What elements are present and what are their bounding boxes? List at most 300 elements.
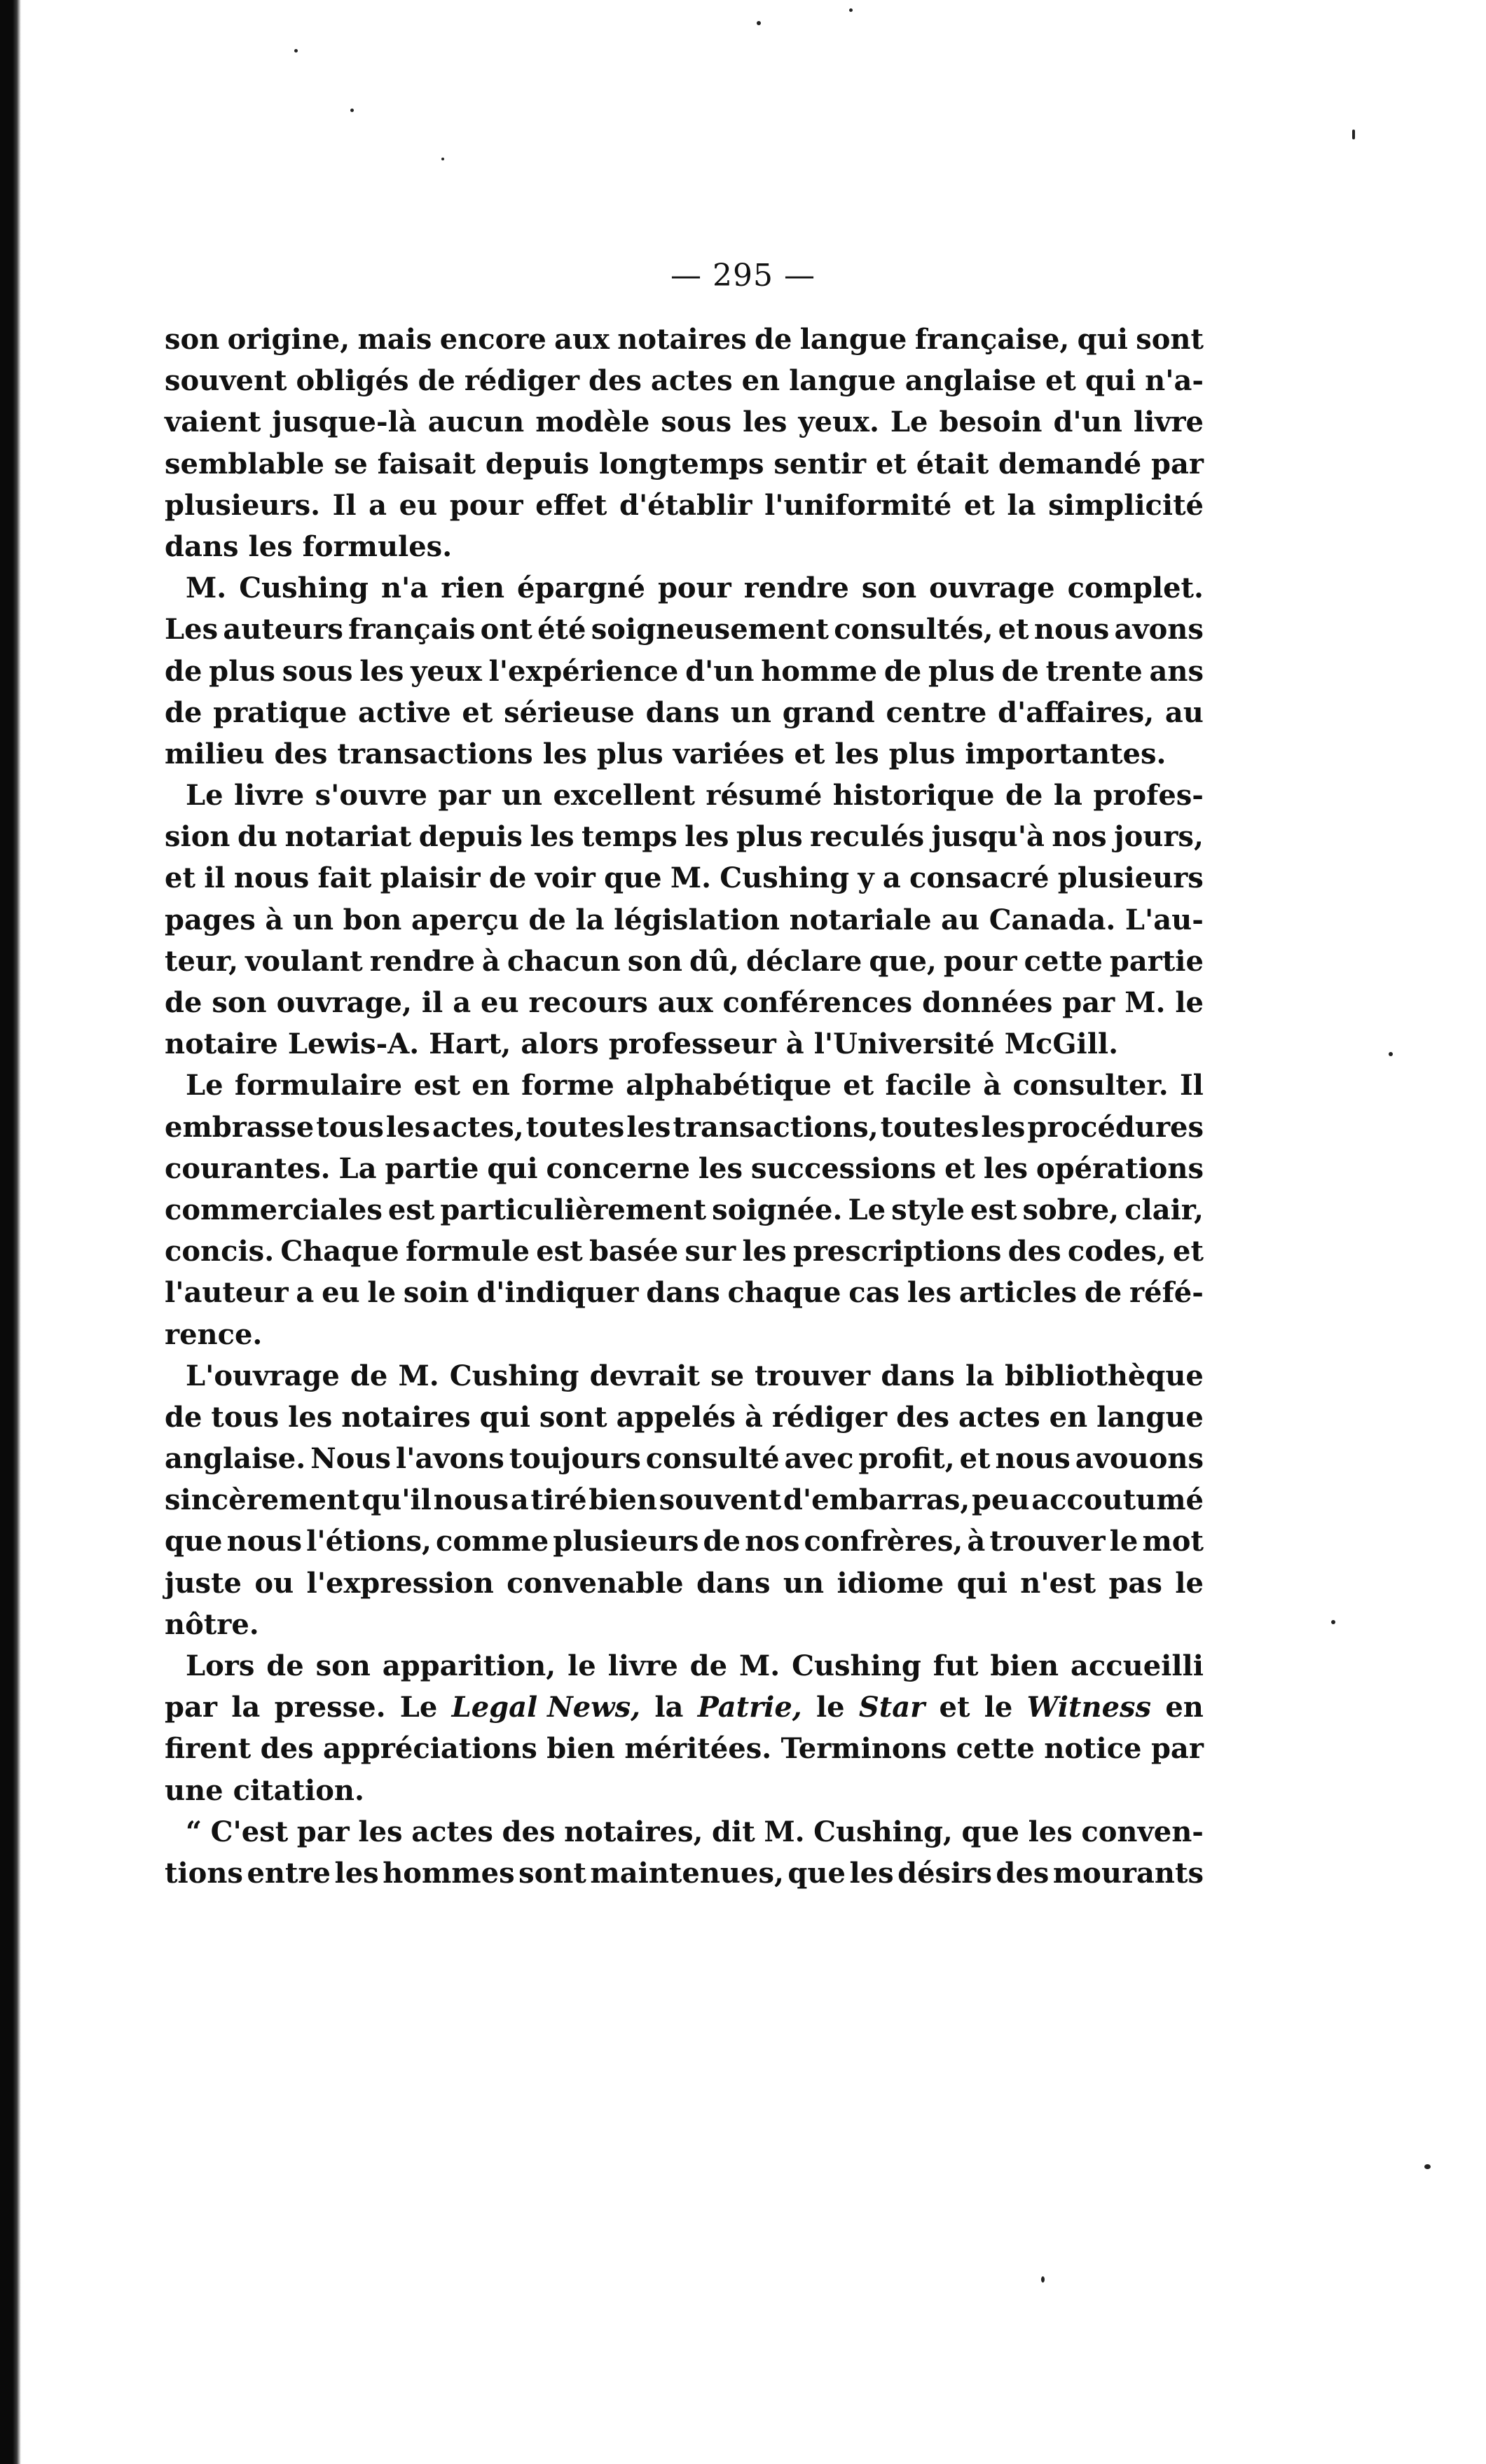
word: que, <box>869 944 937 978</box>
word: style <box>891 1193 965 1226</box>
text-line <box>165 982 1204 1023</box>
word: la <box>1007 488 1036 522</box>
word: actes, <box>432 1110 524 1144</box>
word: français <box>348 613 476 646</box>
word: du <box>237 820 277 854</box>
word: convenable <box>507 1566 684 1600</box>
word: et <box>165 861 195 895</box>
word: trouver <box>755 1359 871 1392</box>
word: le <box>1175 986 1204 1019</box>
word: une <box>165 1773 223 1807</box>
word: les <box>743 406 787 439</box>
word: les <box>1028 1815 1073 1848</box>
word: chacun <box>507 944 621 978</box>
text-line <box>165 733 1204 775</box>
word: de <box>488 861 527 895</box>
word: variées <box>673 737 785 770</box>
word: formulaire <box>234 1069 403 1102</box>
word: nos <box>745 1525 800 1558</box>
word: des <box>502 1815 556 1848</box>
word: bien <box>546 1732 615 1766</box>
paper-speck <box>1041 2276 1045 2283</box>
word: partie <box>385 1151 479 1185</box>
word: le <box>567 1649 596 1682</box>
word: M. <box>186 572 227 605</box>
word: la <box>965 1359 995 1392</box>
word: Terminons <box>780 1732 947 1766</box>
word: des <box>1007 1235 1061 1268</box>
word: ont <box>480 613 532 646</box>
word: par <box>1062 986 1115 1019</box>
word: dans <box>646 1276 720 1310</box>
word: été <box>537 613 586 646</box>
word: plusieurs. <box>165 488 321 522</box>
word: s'ouvre <box>315 779 427 812</box>
word: les <box>698 1151 743 1185</box>
text-line <box>165 1770 1204 1811</box>
word: dans <box>165 530 239 563</box>
word: alors <box>521 1027 599 1061</box>
page-number: — 295 — <box>670 258 816 293</box>
word: Nous <box>310 1442 391 1476</box>
word: eu <box>481 986 519 1019</box>
word: par <box>1151 447 1204 480</box>
word: bien <box>990 1649 1059 1682</box>
word: jours, <box>1114 820 1204 854</box>
word: origine, <box>227 323 350 356</box>
word: la <box>1053 779 1082 812</box>
word: l'avons <box>395 1442 504 1476</box>
word: reculés <box>810 820 925 854</box>
word: l'expérience <box>488 654 679 688</box>
word: y <box>858 861 874 895</box>
text-line <box>165 1023 1204 1065</box>
text-line <box>165 1148 1204 1189</box>
word: plus <box>596 737 663 770</box>
word: embrasse <box>165 1110 315 1144</box>
word: et <box>1173 1235 1204 1268</box>
word: entre <box>247 1856 331 1890</box>
word: eu <box>322 1276 360 1310</box>
word: les <box>849 1856 894 1890</box>
paper-speck <box>350 109 354 112</box>
word: d'indiquer <box>476 1276 639 1310</box>
word: successions <box>750 1151 937 1185</box>
text-line <box>165 816 1204 857</box>
word: souvent <box>659 1483 782 1517</box>
word: Patrie, <box>697 1691 802 1724</box>
text-line <box>165 1563 1204 1604</box>
word: aux <box>657 986 713 1019</box>
text-line <box>165 526 1204 567</box>
text-line <box>165 1687 1204 1728</box>
text-line <box>165 1231 1204 1272</box>
word: les <box>358 1815 403 1848</box>
word: concerne <box>546 1151 690 1185</box>
word: l'Université <box>813 1027 995 1061</box>
word: dû, <box>689 944 739 978</box>
text-line <box>165 401 1204 443</box>
paper-speck <box>849 8 853 12</box>
word: les <box>542 737 587 770</box>
word: et <box>794 737 825 770</box>
word: les <box>385 1110 431 1144</box>
word: Lors <box>186 1649 255 1682</box>
body-text <box>165 319 1204 1894</box>
word: rédiger <box>771 1400 888 1434</box>
text-line <box>165 443 1204 485</box>
paper-speck <box>294 49 298 53</box>
word: commerciales <box>165 1193 383 1226</box>
paper-speck <box>1389 1052 1393 1056</box>
word: trente <box>1045 654 1143 688</box>
word: Le <box>186 1069 223 1102</box>
word: fut <box>933 1649 979 1682</box>
word: excellent <box>553 779 695 812</box>
word: bien <box>589 1483 657 1517</box>
word: ouvrage <box>929 572 1055 605</box>
word: à <box>983 1069 1002 1102</box>
word: a <box>882 861 901 895</box>
word: méritées. <box>624 1732 772 1766</box>
word: formules. <box>302 530 453 563</box>
word: de <box>165 1400 202 1434</box>
word: concis. <box>165 1235 275 1268</box>
word: sous <box>282 654 353 688</box>
word: soignée. <box>712 1193 843 1226</box>
word: depuis <box>418 820 523 854</box>
word: ans <box>1149 654 1204 688</box>
word: apparition, <box>382 1649 556 1682</box>
text-line <box>165 485 1204 526</box>
word: Cushing <box>720 861 850 895</box>
word: nous <box>433 1483 509 1517</box>
word: ouvrage, <box>276 986 412 1019</box>
word: les <box>288 1400 333 1434</box>
paper-speck <box>1424 2164 1431 2169</box>
word: langue <box>799 323 907 356</box>
word: la <box>575 903 605 936</box>
word: centre <box>886 695 987 729</box>
word: les <box>626 1110 671 1144</box>
word: conven- <box>1081 1815 1204 1848</box>
word: se <box>333 447 368 480</box>
word: maintenues, <box>590 1856 784 1890</box>
text-line <box>165 651 1204 692</box>
word: jusqu'à <box>931 820 1045 854</box>
word: le <box>367 1276 397 1310</box>
word: notaires <box>341 1400 471 1434</box>
word: anglaise <box>904 364 1037 398</box>
word: en <box>1049 1400 1088 1434</box>
word: transactions <box>337 737 533 770</box>
word: fait <box>317 861 372 895</box>
word: C'est <box>210 1815 289 1848</box>
word: de <box>165 986 202 1019</box>
word: M. <box>1124 986 1166 1019</box>
word: notariat <box>284 820 412 854</box>
word: pour <box>943 944 1017 978</box>
word: rendre <box>369 944 475 978</box>
word: nous <box>995 1442 1071 1476</box>
word: McGill. <box>1004 1027 1119 1061</box>
word: de <box>418 364 455 398</box>
word: formule <box>405 1235 530 1268</box>
word: son <box>315 1649 371 1682</box>
word: sont <box>518 1856 586 1890</box>
word: était <box>916 447 989 480</box>
paper-speck <box>757 21 761 25</box>
word: rédiger <box>464 364 580 398</box>
word: de <box>883 654 922 688</box>
text-line <box>165 1397 1204 1438</box>
word: l'expression <box>306 1566 494 1600</box>
word: données <box>922 986 1053 1019</box>
text-line <box>165 899 1204 941</box>
word: Il <box>332 488 357 522</box>
word: Cushing <box>792 1649 921 1682</box>
text-line <box>165 1355 1204 1397</box>
word: est <box>387 1193 435 1226</box>
word: son <box>212 986 267 1019</box>
word: plus <box>888 737 956 770</box>
word: de <box>1001 654 1039 688</box>
word: et <box>963 488 995 522</box>
word: appelés <box>616 1400 736 1434</box>
word: n'a <box>380 572 429 605</box>
word: toutes <box>880 1110 979 1144</box>
word: que <box>165 1525 223 1558</box>
word: son <box>861 572 917 605</box>
word: faisait <box>377 447 476 480</box>
word: qui <box>487 1151 538 1185</box>
word: livre <box>234 779 305 812</box>
word: vaient <box>165 406 261 439</box>
word: aperçu <box>411 903 519 936</box>
word: historique <box>832 779 995 812</box>
word: sous <box>661 406 732 439</box>
word: Le <box>186 779 223 812</box>
word: réfé- <box>1129 1276 1204 1310</box>
word: d'un <box>1053 406 1122 439</box>
word: plus <box>736 820 803 854</box>
word: Le <box>848 1193 886 1226</box>
word: des <box>274 737 328 770</box>
word: par <box>296 1815 350 1848</box>
text-line <box>165 692 1204 733</box>
text-line <box>165 319 1204 360</box>
word: Chaque <box>280 1235 399 1268</box>
word: que <box>604 861 662 895</box>
word: yeux. <box>798 406 879 439</box>
word: chaque <box>727 1276 841 1310</box>
word: sont <box>539 1400 607 1434</box>
paper-speck <box>441 158 444 160</box>
word: complet. <box>1067 572 1204 605</box>
word: recours <box>528 986 648 1019</box>
word: toujours <box>509 1442 641 1476</box>
word: des <box>996 1856 1050 1890</box>
word: de <box>689 1649 728 1682</box>
word: consacré <box>909 861 1050 895</box>
word: que <box>961 1815 1019 1848</box>
word: à <box>265 903 284 936</box>
word: et <box>1045 364 1076 398</box>
word: mais <box>357 323 432 356</box>
word: modèle <box>535 406 650 439</box>
word: de <box>1005 779 1043 812</box>
word: est <box>413 1069 460 1102</box>
word: actes <box>411 1815 493 1848</box>
word: jusque-là <box>272 406 417 439</box>
word: conférences <box>722 986 913 1019</box>
word: au <box>1164 695 1204 729</box>
word: que <box>787 1856 846 1890</box>
word: d'établir <box>619 488 752 522</box>
text-line <box>165 1272 1204 1313</box>
word: tous <box>211 1400 280 1434</box>
word: française, <box>914 323 1070 356</box>
text-line <box>165 1604 1204 1645</box>
text-line <box>165 1107 1204 1148</box>
word: des <box>589 364 642 398</box>
word: plus <box>928 654 995 688</box>
word: sur <box>684 1235 736 1268</box>
word: de <box>1084 1276 1122 1310</box>
word: cette <box>956 1732 1035 1766</box>
word: idiome <box>837 1566 944 1600</box>
word: L'au- <box>1124 903 1204 936</box>
word: consulter. <box>1012 1069 1169 1102</box>
word: de <box>350 1359 388 1392</box>
text-line <box>165 1479 1204 1521</box>
word: sincèrement <box>165 1483 360 1517</box>
text-line <box>165 1645 1204 1687</box>
word: professeur <box>608 1027 776 1061</box>
word: Les <box>165 613 219 646</box>
word: déclare <box>745 944 862 978</box>
word: et <box>944 1151 975 1185</box>
word: et <box>843 1069 874 1102</box>
word: transactions, <box>673 1110 879 1144</box>
word: à <box>481 944 500 978</box>
text-line <box>165 1728 1204 1769</box>
word: profes- <box>1093 779 1204 812</box>
word: rien <box>441 572 505 605</box>
word: Witness <box>1026 1691 1152 1724</box>
word: notariale <box>789 903 932 936</box>
text-line <box>165 1853 1204 1894</box>
word: Cushing <box>449 1359 579 1392</box>
word: cas <box>848 1276 900 1310</box>
word: notaires, <box>564 1815 703 1848</box>
word: avons <box>1114 613 1204 646</box>
word: dans <box>881 1359 955 1392</box>
word: encore <box>439 323 546 356</box>
text-line <box>165 1811 1204 1853</box>
word: citation. <box>233 1773 364 1807</box>
word: le <box>1175 1566 1204 1600</box>
word: codes, <box>1067 1235 1167 1268</box>
word: aux <box>554 323 610 356</box>
word: auteurs <box>223 613 343 646</box>
word: particulièrement <box>440 1193 707 1226</box>
word: pratique <box>213 695 348 729</box>
word: à <box>785 1027 804 1061</box>
word: sentir <box>773 447 867 480</box>
word: tions <box>165 1856 243 1890</box>
word: aucun <box>427 406 525 439</box>
word: Cushing <box>239 572 369 605</box>
word: M. <box>764 1815 805 1848</box>
word: livre <box>1133 406 1204 439</box>
word: le <box>816 1691 845 1724</box>
word: plaisir <box>380 861 481 895</box>
word: bon <box>343 903 402 936</box>
word: le <box>984 1691 1013 1724</box>
word: rence. <box>165 1317 263 1351</box>
word: a <box>510 1483 529 1517</box>
word: a <box>296 1276 315 1310</box>
word: à <box>967 1525 986 1558</box>
word: confrères, <box>804 1525 963 1558</box>
word: firent <box>165 1732 252 1766</box>
text-line <box>165 941 1204 982</box>
word: des <box>896 1400 950 1434</box>
word: peu <box>972 1483 1030 1517</box>
word: trouver <box>989 1525 1106 1558</box>
word: appréciations <box>322 1732 537 1766</box>
word: ou <box>254 1566 294 1600</box>
word: son <box>165 323 220 356</box>
word: comme <box>436 1525 549 1558</box>
word: Canada. <box>989 903 1116 936</box>
word: langue <box>1096 1400 1204 1434</box>
word: souvent <box>165 364 287 398</box>
word: de <box>754 323 792 356</box>
word: dans <box>645 695 720 729</box>
word: partie <box>1109 944 1204 978</box>
word: livre <box>607 1649 678 1682</box>
word: est <box>536 1235 583 1268</box>
word: tous <box>316 1110 384 1144</box>
text-line <box>165 1438 1204 1479</box>
word: un <box>730 695 771 729</box>
word: les <box>684 820 729 854</box>
word: pour <box>449 488 523 522</box>
word: pas <box>1108 1566 1162 1600</box>
word: actes <box>958 1400 1040 1434</box>
word: et <box>959 1442 991 1476</box>
word: grand <box>782 695 875 729</box>
word: temps <box>582 820 677 854</box>
word: alphabétique <box>626 1069 832 1102</box>
word: accoutumé <box>1031 1483 1204 1517</box>
word: hommes <box>383 1856 515 1890</box>
word: forme <box>521 1069 614 1102</box>
word: importantes. <box>965 737 1167 770</box>
text-line <box>165 1065 1204 1106</box>
word: rendre <box>743 572 849 605</box>
word: est <box>970 1193 1017 1226</box>
word: d'embarras, <box>783 1483 970 1517</box>
word: nos <box>1052 820 1107 854</box>
word: pages <box>165 903 256 936</box>
paper-speck <box>1352 130 1355 139</box>
word: profit, <box>858 1442 955 1476</box>
word: active <box>358 695 451 729</box>
word: les <box>834 737 879 770</box>
